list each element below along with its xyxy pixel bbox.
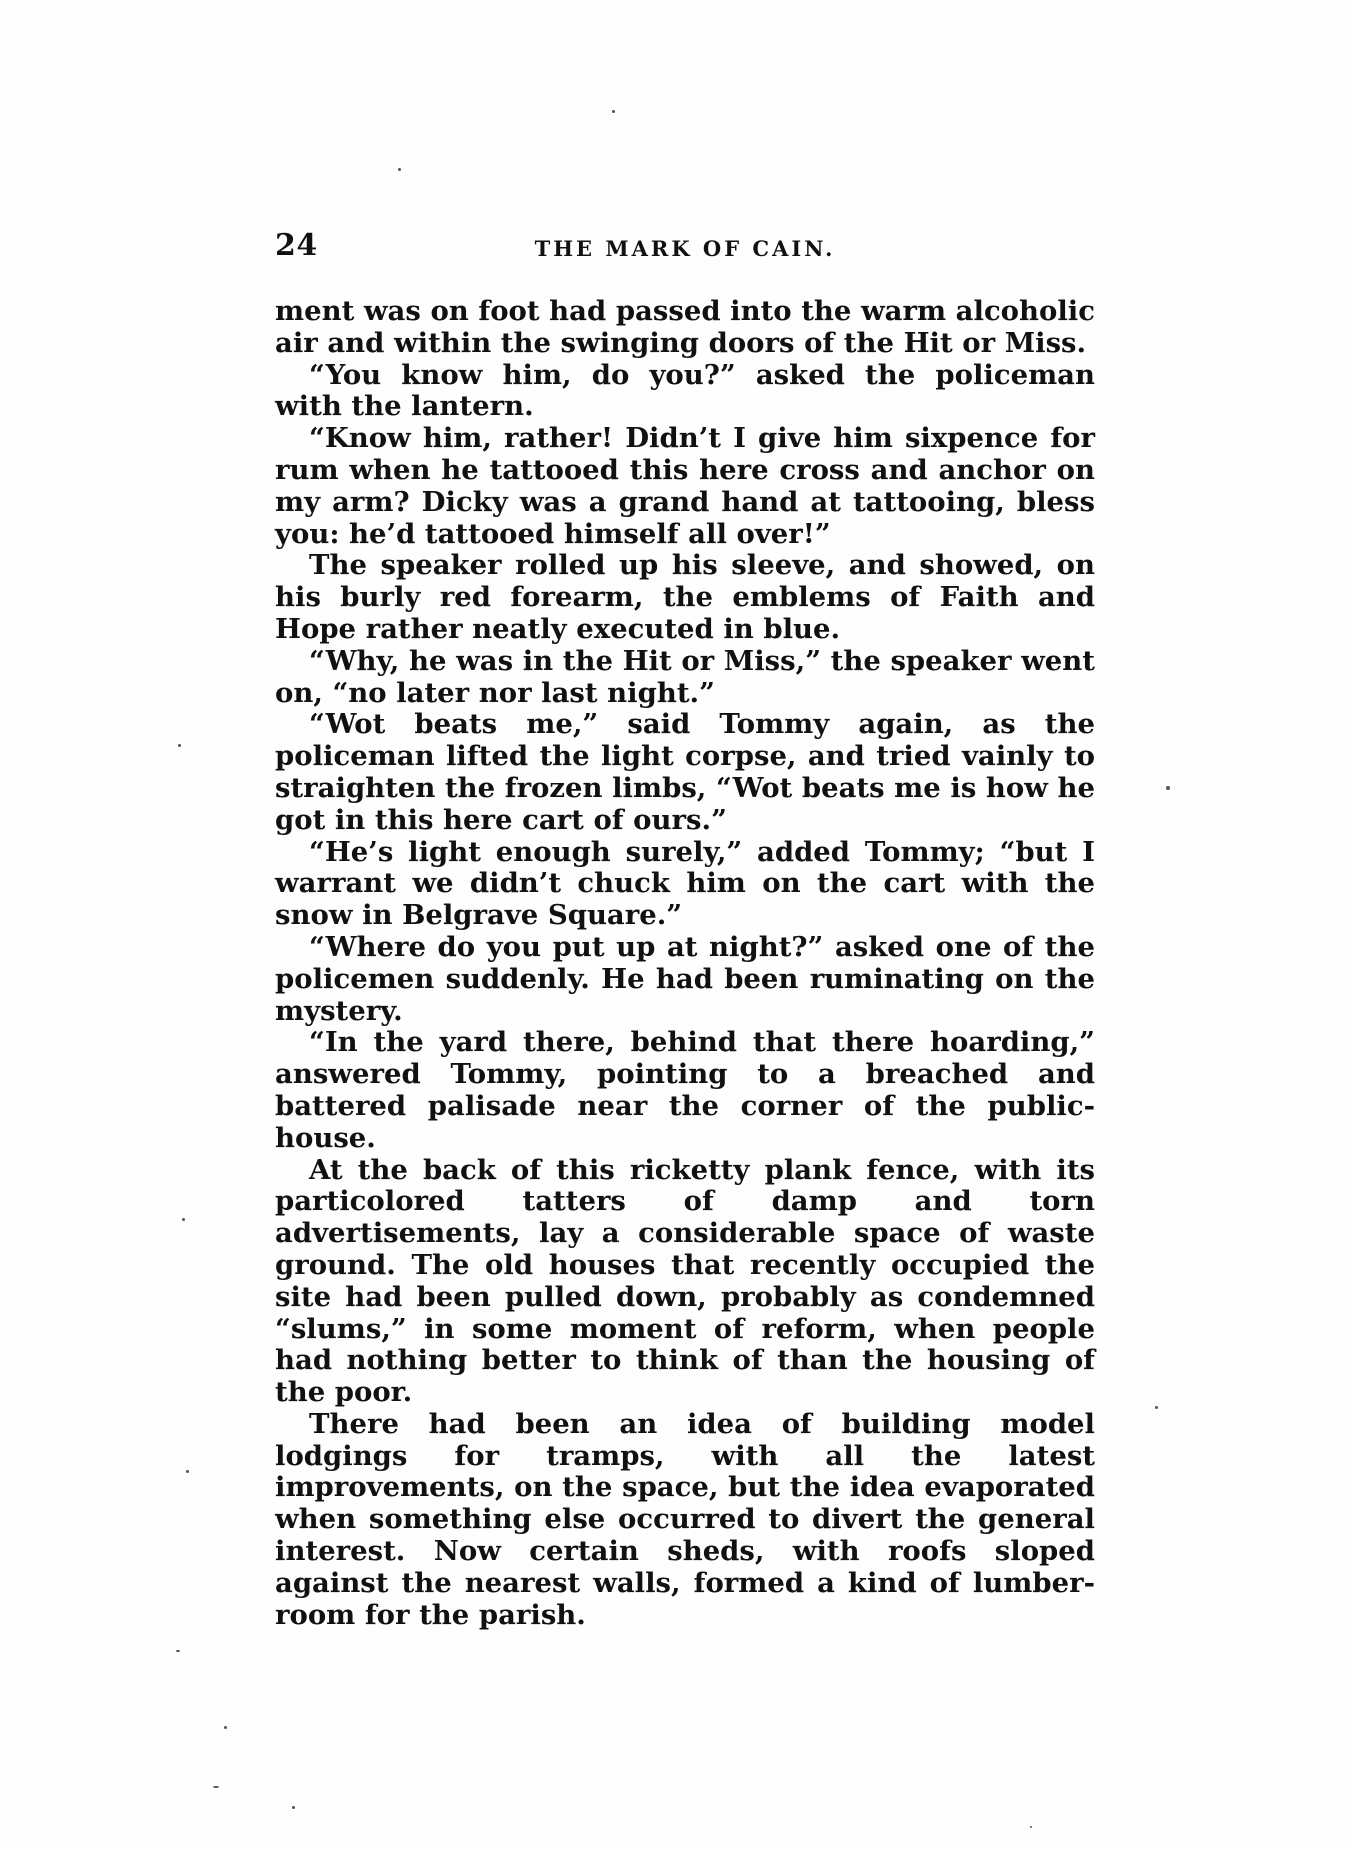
running-title: THE MARK OF CAIN. — [534, 236, 836, 261]
scan-speck — [178, 744, 181, 747]
paragraph: “He’s light enough surely,” added Tommy; “but I warrant we didn’t chuck him on the cart with the snow in Belgrave Square.” — [275, 835, 1095, 932]
scan-speck — [292, 1806, 295, 1809]
page-number: 24 — [275, 228, 318, 263]
paragraph: “Wot beats me,” said Tommy again, as the policeman lifted the light corpse, and tried vainly to straighten the frozen limbs, “Wot beats me is how he got in this here cart of ours.” — [275, 708, 1095, 836]
running-head — [275, 228, 1095, 268]
scan-speck — [612, 110, 615, 113]
paragraph: At the back of this ricketty plank fence, with its particolored tatters of damp and torn advertisements, lay a considerable space of waste ground. The old houses that recently occupied the site had been pulled down, probably as condemned “slums,” in some moment of reform, when people had nothing better to think of than the housing of the poor. — [275, 1153, 1095, 1409]
scan-speck — [213, 1786, 219, 1788]
body-text — [275, 296, 1095, 1631]
scan-speck — [224, 1726, 227, 1729]
scan-speck — [186, 1470, 189, 1473]
scan-speck — [1166, 786, 1170, 790]
paragraph: The speaker rolled up his sleeve, and showed, on his burly red forearm, the emblems of Faith and Hope rather neatly executed in blue. — [275, 549, 1095, 645]
paragraph: ment was on foot had passed into the warm alcoholic air and within the swinging doors of the Hit or Miss. — [275, 295, 1095, 359]
paragraph: “In the yard there, behind that there hoarding,” answered Tommy, pointing to a breached and battered palisade near the corner of the public-house. — [275, 1026, 1095, 1154]
scan-speck — [182, 1218, 185, 1221]
scan-speck — [1030, 1826, 1032, 1828]
paragraph: “Why, he was in the Hit or Miss,” the speaker went on, “no later nor last night.” — [275, 644, 1095, 709]
paragraph: “Know him, rather! Didn’t I give him sixpence for rum when he tattooed this here cross and anchor on my arm? Dicky was a grand hand at tattooing, bless you: he’d tattooed himself all over!” — [275, 422, 1095, 550]
paragraph: “Where do you put up at night?” asked one of the policemen suddenly. He had been ruminating on the mystery. — [275, 930, 1095, 1027]
scan-speck — [176, 1650, 180, 1652]
paragraph: There had been an idea of building model lodgings for tramps, with all the latest improvements, on the space, but the idea evaporated when something else occurred to divert the general interest. Now certain sheds, with roofs sloped against the nearest walls, formed a kind of lumber-room for the parish. — [275, 1407, 1095, 1631]
paragraph: “You know him, do you?” asked the policeman with the lantern. — [275, 358, 1095, 423]
scan-speck — [1155, 1406, 1158, 1409]
scan-speck — [398, 168, 401, 171]
